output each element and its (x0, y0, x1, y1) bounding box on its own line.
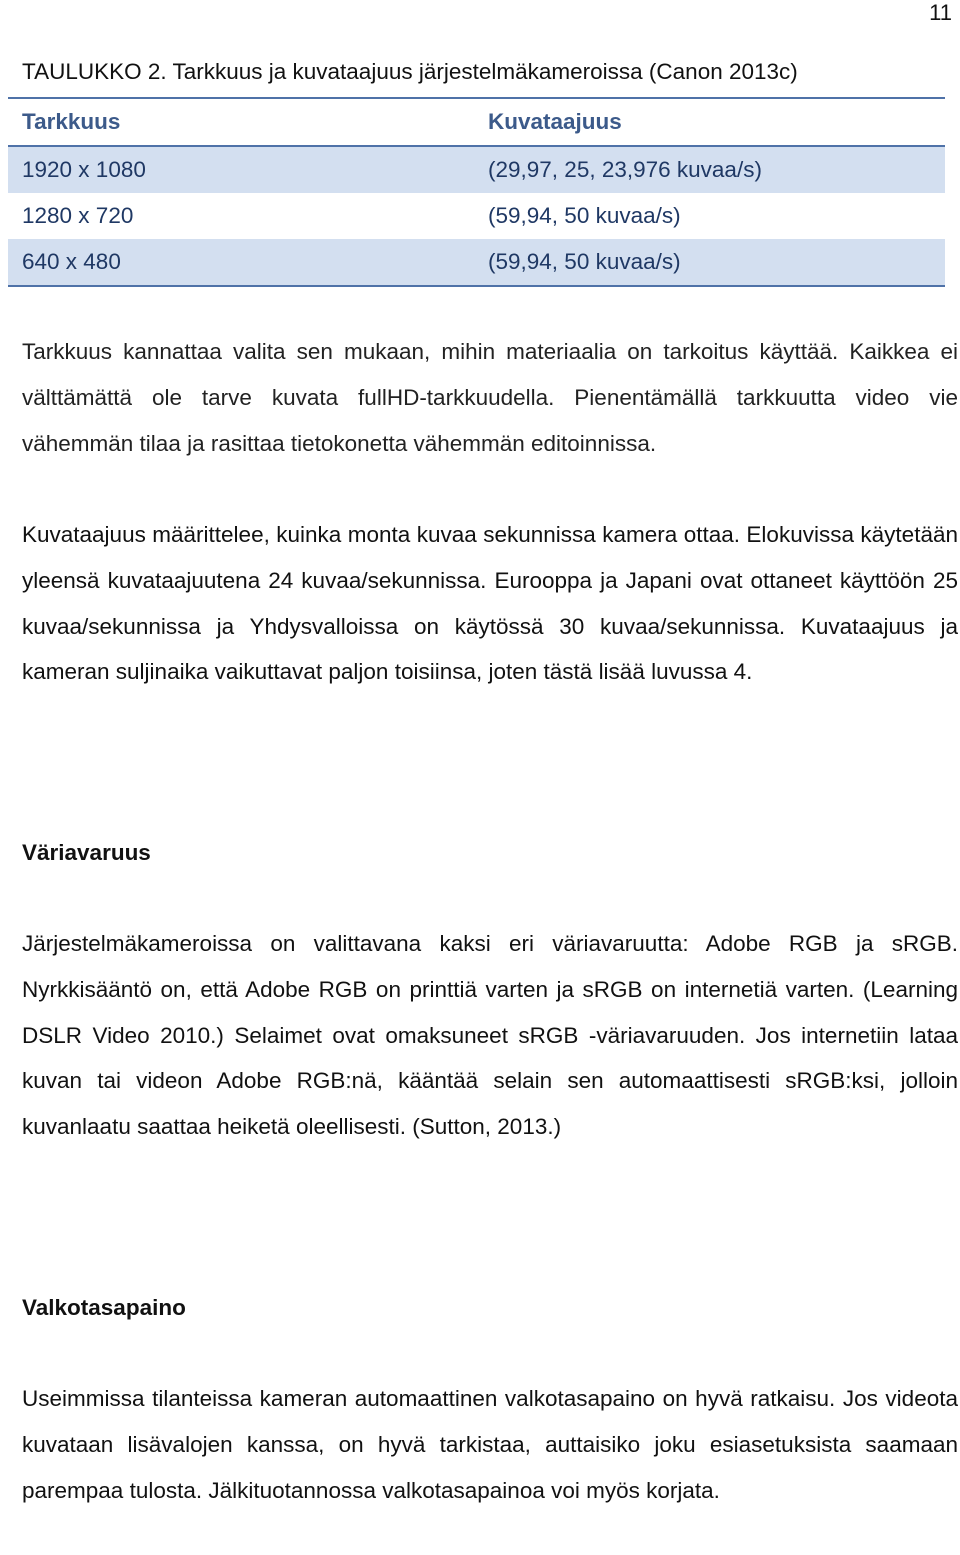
cell-resolution: 1920 x 1080 (22, 157, 146, 182)
paragraph-color-space: Järjestelmäkameroissa on valittavana kaksi eri väriavaruutta: Adobe RGB ja sRGB. Nyrkkisääntö on, että Adobe RGB on printtiä varten ja sRGB on internetiä varten. (Learning DSLR Video 2010.) Selaimet ovat omaksuneet sRGB -väriavaruuden. Jos internetiin lataa kuvan tai videon Adobe RGB:nä, kääntää selain sen automaattisesti sRGB:ksi, jolloin kuvanlaatu saattaa heiketä oleellisesti. (Sutton, 2013.) (22, 931, 958, 1140)
table-caption: TAULUKKO 2. Tarkkuus ja kuvataajuus järjestelmäkameroissa (Canon 2013c) (22, 59, 798, 84)
paragraph-framerate: Kuvataajuus määrittelee, kuinka monta kuvaa sekunnissa kamera ottaa. Elokuvissa käytetään yleensä kuvataajuutena 24 kuvaa/sekunnissa. Eurooppa ja Japani ovat ottaneet käyttöön 25 kuvaa/sekunnissa ja Yhdysvalloissa on käytössä 30 kuvaa/sekunnissa. Kuvataajuus ja kameran suljinaika vaikuttavat paljon toisiinsa, joten tästä lisää luvussa 4. (22, 522, 958, 685)
table-row (8, 193, 945, 239)
resolution-framerate-table (8, 97, 945, 287)
header-resolution: Tarkkuus (8, 98, 488, 146)
cell-framerate: (59,94, 50 kuvaa/s) (488, 203, 681, 228)
cell-framerate: (59,94, 50 kuvaa/s) (488, 239, 945, 286)
cell-framerate: (29,97, 25, 23,976 kuvaa/s) (488, 157, 762, 182)
paragraph-resolution: Tarkkuus kannattaa valita sen mukaan, mihin materiaalia on tarkoitus käyttää. Kaikkea ei välttämättä ole tarve kuvata fullHD-tarkkuudella. Pienentämällä tarkkuutta video vie vähemmän tilaa ja rasittaa tietokonetta vähemmän editoinnissa. (22, 339, 958, 456)
table-row (8, 146, 945, 193)
cell-resolution: 640 x 480 (8, 239, 488, 286)
header-framerate: Kuvataajuus (488, 98, 945, 146)
cell-resolution: 1280 x 720 (22, 203, 134, 228)
table-row (8, 239, 945, 286)
paragraph-white-balance: Useimmissa tilanteissa kameran automaattinen valkotasapaino on hyvä ratkaisu. Jos videota kuvataan lisävalojen kanssa, on hyvä tarkistaa, auttaisiko joku esiasetuksista saamaan parempaa tulosta. Jälkituotannossa valkotasapainoa voi myös korjata. (22, 1386, 958, 1503)
table-header-row (8, 98, 945, 146)
heading-white-balance: Valkotasapaino (22, 1295, 186, 1320)
heading-color-space: Väriavaruus (22, 840, 151, 865)
page-number: 11 (929, 0, 952, 25)
